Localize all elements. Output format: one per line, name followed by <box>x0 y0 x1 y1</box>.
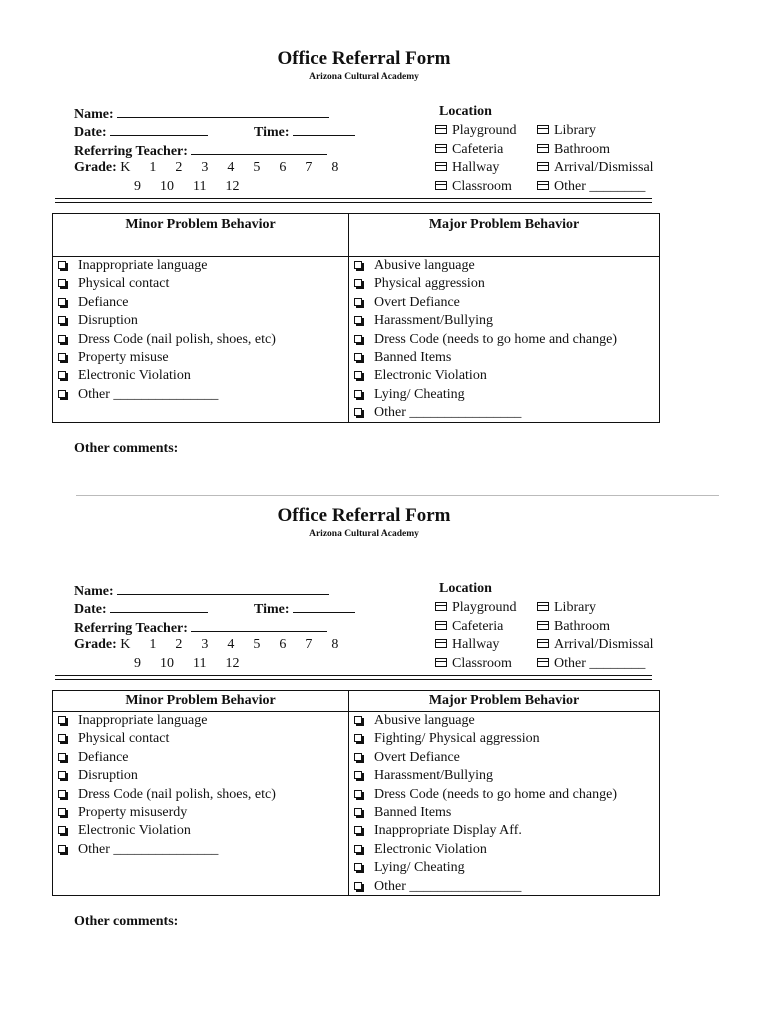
name-label: Name: <box>74 584 114 599</box>
minor-behavior-item[interactable]: Inappropriate language <box>56 257 276 275</box>
referring-teacher-label: Referring Teacher: <box>74 144 188 159</box>
location-text: Bathroom <box>554 142 610 157</box>
minor-behavior-item[interactable]: Disruption <box>56 312 276 330</box>
location-library[interactable] <box>537 122 596 140</box>
major-behavior-list <box>352 257 617 423</box>
checkbox-icon[interactable] <box>537 658 549 667</box>
checkbox-icon[interactable] <box>354 826 362 834</box>
grade-options-row2[interactable]: 9 10 11 12 <box>134 656 240 671</box>
time-line[interactable] <box>293 122 355 136</box>
grade-options-row1[interactable]: K 1 2 3 4 5 6 7 8 <box>120 637 339 652</box>
major-behavior-item[interactable]: Other ________________ <box>352 878 617 896</box>
time-label: Time: <box>254 125 290 140</box>
form-subtitle: Arizona Cultural Academy <box>309 72 419 82</box>
other-comments-label: Other comments: <box>74 441 179 456</box>
major-behavior-item[interactable]: Harassment/Bullying <box>352 767 617 785</box>
date-label: Date: <box>74 125 107 140</box>
major-behavior-header: Major Problem Behavior <box>428 217 580 232</box>
minor-behavior-item[interactable]: Defiance <box>56 749 276 767</box>
minor-behavior-item[interactable]: Dress Code (nail polish, shoes, etc) <box>56 331 276 349</box>
major-behavior-item[interactable]: Abusive language <box>352 257 617 275</box>
double-rule <box>55 675 652 680</box>
major-behavior-item[interactable]: Other ________________ <box>352 404 617 422</box>
grade-options-row1[interactable]: K 1 2 3 4 5 6 7 8 <box>120 160 339 175</box>
time-line[interactable] <box>293 599 355 613</box>
checkbox-icon[interactable] <box>435 639 447 648</box>
major-behavior-header: Major Problem Behavior <box>428 693 580 708</box>
major-behavior-item[interactable]: Overt Defiance <box>352 749 617 767</box>
location-text: Library <box>554 600 596 615</box>
location-arrival-dismissal[interactable] <box>537 159 654 177</box>
checkbox-icon[interactable] <box>537 602 549 611</box>
checkbox-icon[interactable] <box>58 298 66 306</box>
checkbox-icon[interactable] <box>354 316 362 324</box>
checkbox-icon[interactable] <box>537 144 549 153</box>
major-behavior-item[interactable]: Abusive language <box>352 712 617 730</box>
form-subtitle: Arizona Cultural Academy <box>309 529 419 539</box>
major-behavior-item[interactable]: Physical aggression <box>352 275 617 293</box>
location-classroom[interactable] <box>435 178 512 196</box>
date-line[interactable] <box>110 122 208 136</box>
name-line[interactable] <box>117 581 329 595</box>
name-label: Name: <box>74 107 114 122</box>
checkbox-icon[interactable] <box>435 602 447 611</box>
minor-behavior-item[interactable]: Dress Code (nail polish, shoes, etc) <box>56 786 276 804</box>
checkbox-icon[interactable] <box>354 753 362 761</box>
checkbox-icon[interactable] <box>354 808 362 816</box>
time-field[interactable] <box>254 599 355 619</box>
checkbox-icon[interactable] <box>354 408 362 416</box>
minor-behavior-item[interactable]: Physical contact <box>56 275 276 293</box>
location-library[interactable] <box>537 599 596 617</box>
location-text: Playground <box>452 123 517 138</box>
referring-teacher-line[interactable] <box>191 141 327 155</box>
other-comments-label: Other comments: <box>74 914 179 929</box>
minor-behavior-list <box>56 257 276 404</box>
location-cafeteria[interactable] <box>435 618 503 636</box>
checkbox-icon[interactable] <box>58 753 66 761</box>
major-behavior-item[interactable]: Banned Items <box>352 804 617 822</box>
checkbox-icon[interactable] <box>354 716 362 724</box>
location-text: Hallway <box>452 160 500 175</box>
major-behavior-item[interactable]: Lying/ Cheating <box>352 859 617 877</box>
date-line[interactable] <box>110 599 208 613</box>
grade-label: Grade: <box>74 637 117 652</box>
checkbox-icon[interactable] <box>537 639 549 648</box>
checkbox-icon[interactable] <box>58 845 66 853</box>
checkbox-icon[interactable] <box>58 771 66 779</box>
date-field[interactable] <box>74 599 208 619</box>
column-divider <box>348 691 349 895</box>
name-line[interactable] <box>117 104 329 118</box>
checkbox-icon[interactable] <box>354 882 362 890</box>
form-title: Office Referral Form <box>277 505 451 526</box>
major-behavior-list <box>352 712 617 896</box>
minor-behavior-header: Minor Problem Behavior <box>125 693 276 708</box>
location-text: Other ________ <box>554 656 646 671</box>
checkbox-icon[interactable] <box>354 371 362 379</box>
checkbox-icon[interactable] <box>435 658 447 667</box>
location-text: Other ________ <box>554 179 646 194</box>
major-behavior-item[interactable]: Dress Code (needs to go home and change) <box>352 331 617 349</box>
checkbox-icon[interactable] <box>354 353 362 361</box>
major-behavior-item[interactable]: Electronic Violation <box>352 841 617 859</box>
double-rule <box>55 198 652 203</box>
location-playground[interactable] <box>435 599 517 617</box>
checkbox-icon[interactable] <box>435 144 447 153</box>
referring-teacher-field[interactable] <box>74 141 327 161</box>
checkbox-icon[interactable] <box>354 845 362 853</box>
checkbox-icon[interactable] <box>58 808 66 816</box>
checkbox-icon[interactable] <box>435 181 447 190</box>
checkbox-icon[interactable] <box>354 390 362 398</box>
date-field[interactable] <box>74 122 208 142</box>
minor-behavior-item[interactable]: Electronic Violation <box>56 822 276 840</box>
minor-behavior-item[interactable]: Other _______________ <box>56 386 276 404</box>
minor-behavior-item[interactable]: Property misuse <box>56 349 276 367</box>
checkbox-icon[interactable] <box>354 335 362 343</box>
minor-behavior-item[interactable]: Defiance <box>56 294 276 312</box>
checkbox-icon[interactable] <box>435 162 447 171</box>
column-divider <box>348 214 349 422</box>
location-playground[interactable] <box>435 122 517 140</box>
form-title: Office Referral Form <box>277 48 451 69</box>
checkbox-icon[interactable] <box>354 863 362 871</box>
checkbox-icon[interactable] <box>58 261 66 269</box>
location-other[interactable] <box>537 655 645 673</box>
checkbox-icon[interactable] <box>537 125 549 134</box>
checkbox-icon[interactable] <box>354 298 362 306</box>
location-cafeteria[interactable] <box>435 141 503 159</box>
checkbox-icon[interactable] <box>435 125 447 134</box>
checkbox-icon[interactable] <box>354 261 362 269</box>
checkbox-icon[interactable] <box>354 279 362 287</box>
minor-behavior-item[interactable]: Inappropriate language <box>56 712 276 730</box>
checkbox-icon[interactable] <box>58 790 66 798</box>
location-other[interactable] <box>537 178 645 196</box>
location-arrival-dismissal[interactable] <box>537 636 654 654</box>
minor-behavior-list <box>56 712 276 859</box>
location-text: Hallway <box>452 637 500 652</box>
major-behavior-item[interactable]: Fighting/ Physical aggression <box>352 730 617 748</box>
minor-behavior-item[interactable]: Other _______________ <box>56 841 276 859</box>
grade-field <box>74 159 338 177</box>
location-text: Classroom <box>452 656 512 671</box>
checkbox-icon[interactable] <box>537 162 549 171</box>
checkbox-icon[interactable] <box>58 279 66 287</box>
referral-form-top <box>0 0 768 480</box>
location-bathroom[interactable] <box>537 141 610 159</box>
minor-behavior-header: Minor Problem Behavior <box>125 217 276 232</box>
checkbox-icon[interactable] <box>58 353 66 361</box>
referring-teacher-line[interactable] <box>191 618 327 632</box>
checkbox-icon[interactable] <box>537 621 549 630</box>
referring-teacher-field[interactable] <box>74 618 327 638</box>
checkbox-icon[interactable] <box>537 181 549 190</box>
behavior-table <box>52 213 660 423</box>
name-field[interactable] <box>74 581 329 601</box>
major-behavior-item[interactable]: Banned Items <box>352 349 617 367</box>
minor-behavior-item[interactable]: Disruption <box>56 767 276 785</box>
location-text: Arrival/Dismissal <box>554 160 654 175</box>
checkbox-icon[interactable] <box>58 316 66 324</box>
location-bathroom[interactable] <box>537 618 610 636</box>
checkbox-icon[interactable] <box>354 771 362 779</box>
date-label: Date: <box>74 602 107 617</box>
location-text: Cafeteria <box>452 619 504 634</box>
location-text: Playground <box>452 600 517 615</box>
location-hallway[interactable] <box>435 636 499 654</box>
minor-behavior-item[interactable]: Property misuserdy <box>56 804 276 822</box>
checkbox-icon[interactable] <box>58 335 66 343</box>
major-behavior-item[interactable]: Electronic Violation <box>352 367 617 385</box>
location-text: Classroom <box>452 179 512 194</box>
grade-options-row2[interactable]: 9 10 11 12 <box>134 179 240 194</box>
minor-behavior-item[interactable]: Physical contact <box>56 730 276 748</box>
checkbox-icon[interactable] <box>354 734 362 742</box>
major-behavior-item[interactable]: Lying/ Cheating <box>352 386 617 404</box>
major-behavior-item[interactable]: Overt Defiance <box>352 294 617 312</box>
location-hallway[interactable] <box>435 159 499 177</box>
location-text: Bathroom <box>554 619 610 634</box>
time-field[interactable] <box>254 122 355 142</box>
checkbox-icon[interactable] <box>58 826 66 834</box>
grade-label: Grade: <box>74 160 117 175</box>
grade-field <box>74 636 338 654</box>
location-label: Location <box>439 581 492 596</box>
location-classroom[interactable] <box>435 655 512 673</box>
checkbox-icon[interactable] <box>58 734 66 742</box>
location-text: Library <box>554 123 596 138</box>
location-text: Cafeteria <box>452 142 504 157</box>
location-text: Arrival/Dismissal <box>554 637 654 652</box>
name-field[interactable] <box>74 104 329 124</box>
major-behavior-item[interactable]: Harassment/Bullying <box>352 312 617 330</box>
behavior-table <box>52 690 660 896</box>
major-behavior-item[interactable]: Inappropriate Display Aff. <box>352 822 617 840</box>
time-label: Time: <box>254 602 290 617</box>
checkbox-icon[interactable] <box>58 371 66 379</box>
location-label: Location <box>439 104 492 119</box>
checkbox-icon[interactable] <box>58 390 66 398</box>
referral-form-bottom <box>0 478 768 1024</box>
checkbox-icon[interactable] <box>58 716 66 724</box>
referring-teacher-label: Referring Teacher: <box>74 621 188 636</box>
major-behavior-item[interactable]: Dress Code (needs to go home and change) <box>352 786 617 804</box>
checkbox-icon[interactable] <box>354 790 362 798</box>
minor-behavior-item[interactable]: Electronic Violation <box>56 367 276 385</box>
checkbox-icon[interactable] <box>435 621 447 630</box>
